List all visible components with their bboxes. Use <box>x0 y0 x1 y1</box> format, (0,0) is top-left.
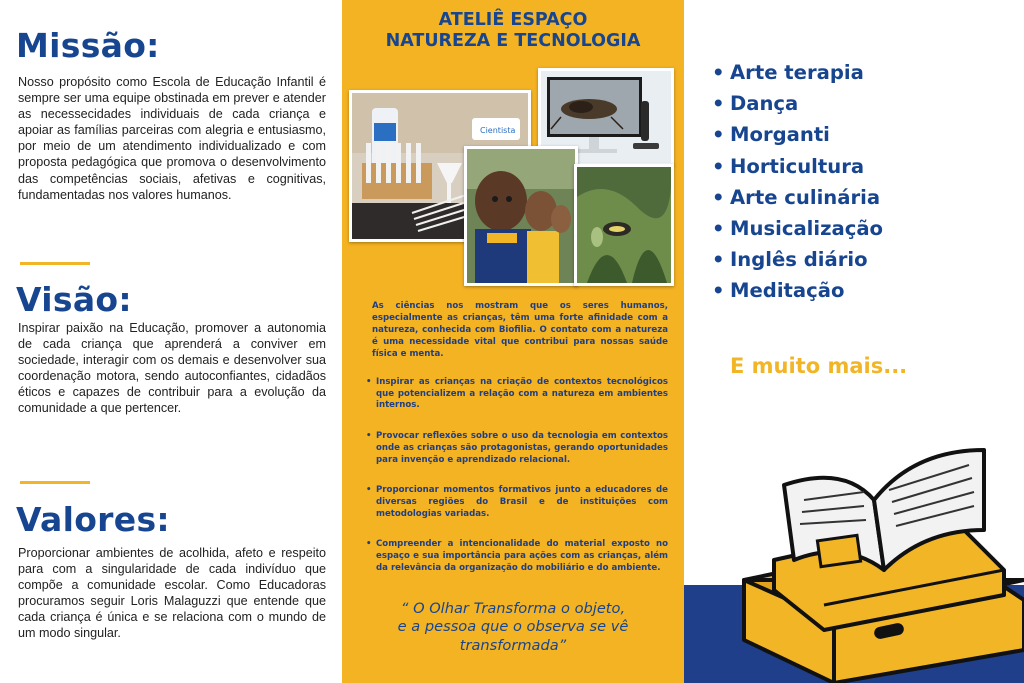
atelier-bullet-4: • Compreender a intencionalidade do material exposto no espaço e sua importância para ações com as crianças, além da relevância da organização do mobiliário e do ambiente. <box>364 539 668 574</box>
atelier-bullets <box>364 377 668 574</box>
vision-text: Inspirar paixão na Educação, promover a autonomia de cada criança que aprenderá a conviver em sociedade, interagir com os demais e desenvolver sua coordenação motora, sendo autoconfiantes, cidadãos éticos e capazes de contribuir para a evolução da comunidade a que pertencer. <box>18 321 326 416</box>
mission-heading: Missão: <box>16 26 160 65</box>
values-heading: Valores: <box>16 500 170 539</box>
open-book-icon <box>684 420 1024 683</box>
quote-line-3: transformada” <box>459 636 567 654</box>
children-image <box>467 149 575 283</box>
activity-item: • Inglês diário <box>712 244 883 275</box>
more-text: E muito mais... <box>730 354 908 378</box>
quote-line-2: e a pessoa que o observa se vê <box>397 618 629 636</box>
activity-item: • Arte culinária <box>712 182 883 213</box>
activity-item: • Musicalização <box>712 213 883 244</box>
atelier-bullet-1: • Inspirar as crianças na criação de contextos tecnológicos que potencializem a relação com a natureza em ambientes internos. <box>364 377 668 412</box>
activity-item: • Arte terapia <box>712 57 883 88</box>
atelier-title-line2: NATUREZA E TECNOLOGIA <box>385 31 641 51</box>
butterfly-image <box>577 167 671 283</box>
atelier-intro: As ciências nos mostram que os seres humanos, especialmente as crianças, têm uma forte afinidade com a natureza, conhecida com Biofilia. O contato com a natureza é uma necessidade vital que contribui para nossas saúde física e menta. <box>372 301 668 359</box>
butterfly-photo <box>574 164 674 286</box>
left-panel <box>0 0 342 683</box>
middle-panel <box>342 0 684 683</box>
atelier-bullet-3: • Proporcionar momentos formativos junto a educadores de diversas regiões do Brasil e de instituições com metodologias variadas. <box>364 485 668 520</box>
right-panel <box>684 0 1024 683</box>
quote-line-1: “ O Olhar Transforma o objeto, <box>400 600 626 617</box>
divider-mission-vision <box>20 262 90 265</box>
books-illustration <box>684 420 1024 683</box>
values-text: Proporcionar ambientes de acolhida, afeto e respeito para com a singularidade de cada indivíduo que compõe a comunidade escolar. Como Educadoras procuramos seguir Loris Malaguzzi que entende que cada criança é única e se relaciona com o mundo de um modo singular. <box>18 546 326 641</box>
activities-list <box>712 57 883 307</box>
kit-label: Cientista <box>480 126 516 135</box>
atelier-quote <box>342 600 684 655</box>
activity-item: • Morganti <box>712 119 883 150</box>
divider-vision-values <box>20 481 90 484</box>
activity-item: • Dança <box>712 88 883 119</box>
mission-text: Nosso propósito como Escola de Educação Infantil é sempre ser uma equipe obstinada em prever e atender as necessecidades individuais de cada criança e apoiar as famílias parceiras com alegria e entusiasmo, por meio de um atendimento individualizado e com proposta pedagógica que promova o desenvolvimento das competências sociais, afetivas e cognitivas, fundamentadas nos valores humanos. <box>18 75 326 202</box>
activity-item: • Meditação <box>712 275 883 306</box>
atelier-title <box>342 10 684 52</box>
activity-item: • Horticultura <box>712 151 883 182</box>
atelier-bullet-2: • Provocar reflexões sobre o uso da tecnologia em contextos onde as crianças são protagonistas, gerando oportunidades para invenção e aprendizado relacional. <box>364 431 668 466</box>
children-photo <box>464 146 578 286</box>
vision-heading: Visão: <box>16 280 132 319</box>
atelier-title-line1: ATELIÊ ESPAÇO <box>438 10 588 30</box>
